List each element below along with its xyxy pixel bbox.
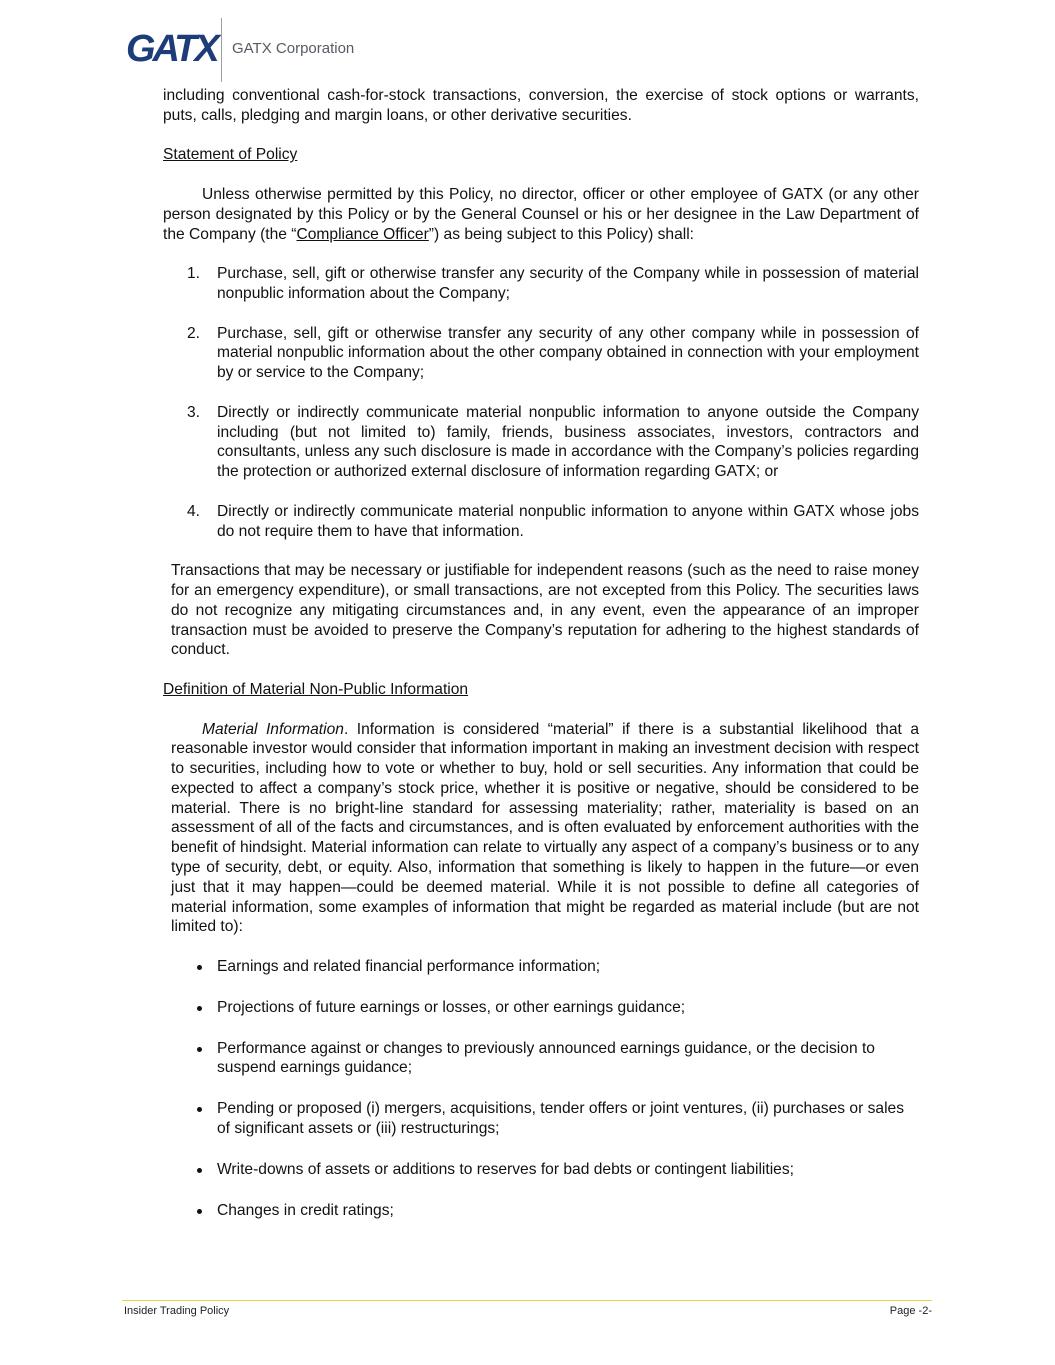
numbered-item-4: 4. Directly or indirectly communicate material nonpublic information to anyone within GATX whose jobs do not require them to have that information. [187,502,919,540]
transactions-paragraph: Transactions that may be necessary or justifiable for independent reasons (such as the need to raise money for an emergency expenditure), or small transactions, are not excepted from this Policy. The securities laws do not recognize any mitigating circumstances and, in any event, even the appearance of an improper transaction must be avoided to preserve the Company’s reputation for adhering to the highest standards of conduct. [171,562,919,659]
numbered-item-2: 2. Purchase, sell, gift or otherwise transfer any security of any other company while in possession of material nonpublic information about the other company obtained in connection with your employment by or service to the Company; [187,324,919,382]
intro-paragraph: including conventional cash-for-stock transactions, conversion, the exercise of stock options or warrants, puts, calls, pledging and margin loans, or other derivative securities. [163,87,919,124]
bullet-item: Write-downs of assets or additions to reserves for bad debts or contingent liabilities; [163,1160,919,1180]
page-number: Page -2- [889,1305,932,1317]
compliance-officer-term: Compliance Officer [296,225,429,243]
numbered-item-3: 3. Directly or indirectly communicate material nonpublic information to anyone outside the Company including (but not limited to) family, friends, business associates, investors, contractors and consultants, unless any such disclosure is made in accordance with the Company’s policies regarding the protection or authorized external disclosure of information regarding GATX; or [187,403,919,481]
bullet-item: Projections of future earnings or losses, or other earnings guidance; [163,998,919,1018]
definition-heading: Definition of Material Non-Public Information [163,680,469,698]
footer-title: Insider Trading Policy [124,1305,230,1317]
footer-rule [122,1300,932,1301]
logo-divider [221,18,222,82]
company-name: GATX Corporation [232,40,355,57]
bullet-item: Earnings and related financial performance information; [163,957,919,977]
bullet-item: Performance against or changes to previously announced earnings guidance, or the decision to suspend earnings guidance; [163,1039,919,1079]
numbered-item-1: 1. Purchase, sell, gift or otherwise transfer any security of the Company while in possession of material nonpublic information about the Company; [187,265,919,302]
material-information-label: Material Information [202,720,344,738]
statement-paragraph: Unless otherwise permitted by this Policy, no director, officer or other employee of GATX (or any other person designated by this Policy or by the General Counsel or his or her designee in the Law Department of the Company (the “Compliance Officer”) as being subject to this Policy) shall: [163,185,919,243]
document-body [163,86,919,1241]
material-information-paragraph: Material Information. Information is considered “material” if there is a substantial likelihood that a reasonable investor would consider that information important in making an investment decision with respect to securities, including how to vote or whether to buy, hold or sell securities. Any information that could be expected to affect a company’s stock price, whether it is positive or negative, should be considered to be material. There is no bright-line standard for assessing materiality; rather, materiality is based on an assessment of all of the facts and circumstances, and is often evaluated by enforcement authorities with the benefit of hindsight. Material information can relate to virtually any aspect of a company’s business or to any type of security, debt, or equity. Also, information that something is likely to happen in the future—or even just that it may happen—could be deemed material. While it is not possible to define all categories of material information, some examples of information that might be regarded as material include (but are not limited to): [171,720,919,936]
statement-heading: Statement of Policy [163,146,298,164]
bullet-item: Changes in credit ratings; [163,1201,919,1221]
gatx-logo: GATX [126,28,217,70]
bullet-item: Pending or proposed (i) mergers, acquisitions, tender offers or joint ventures, (ii) purchases or sales of significant assets or (iii) restructurings; [163,1099,919,1139]
